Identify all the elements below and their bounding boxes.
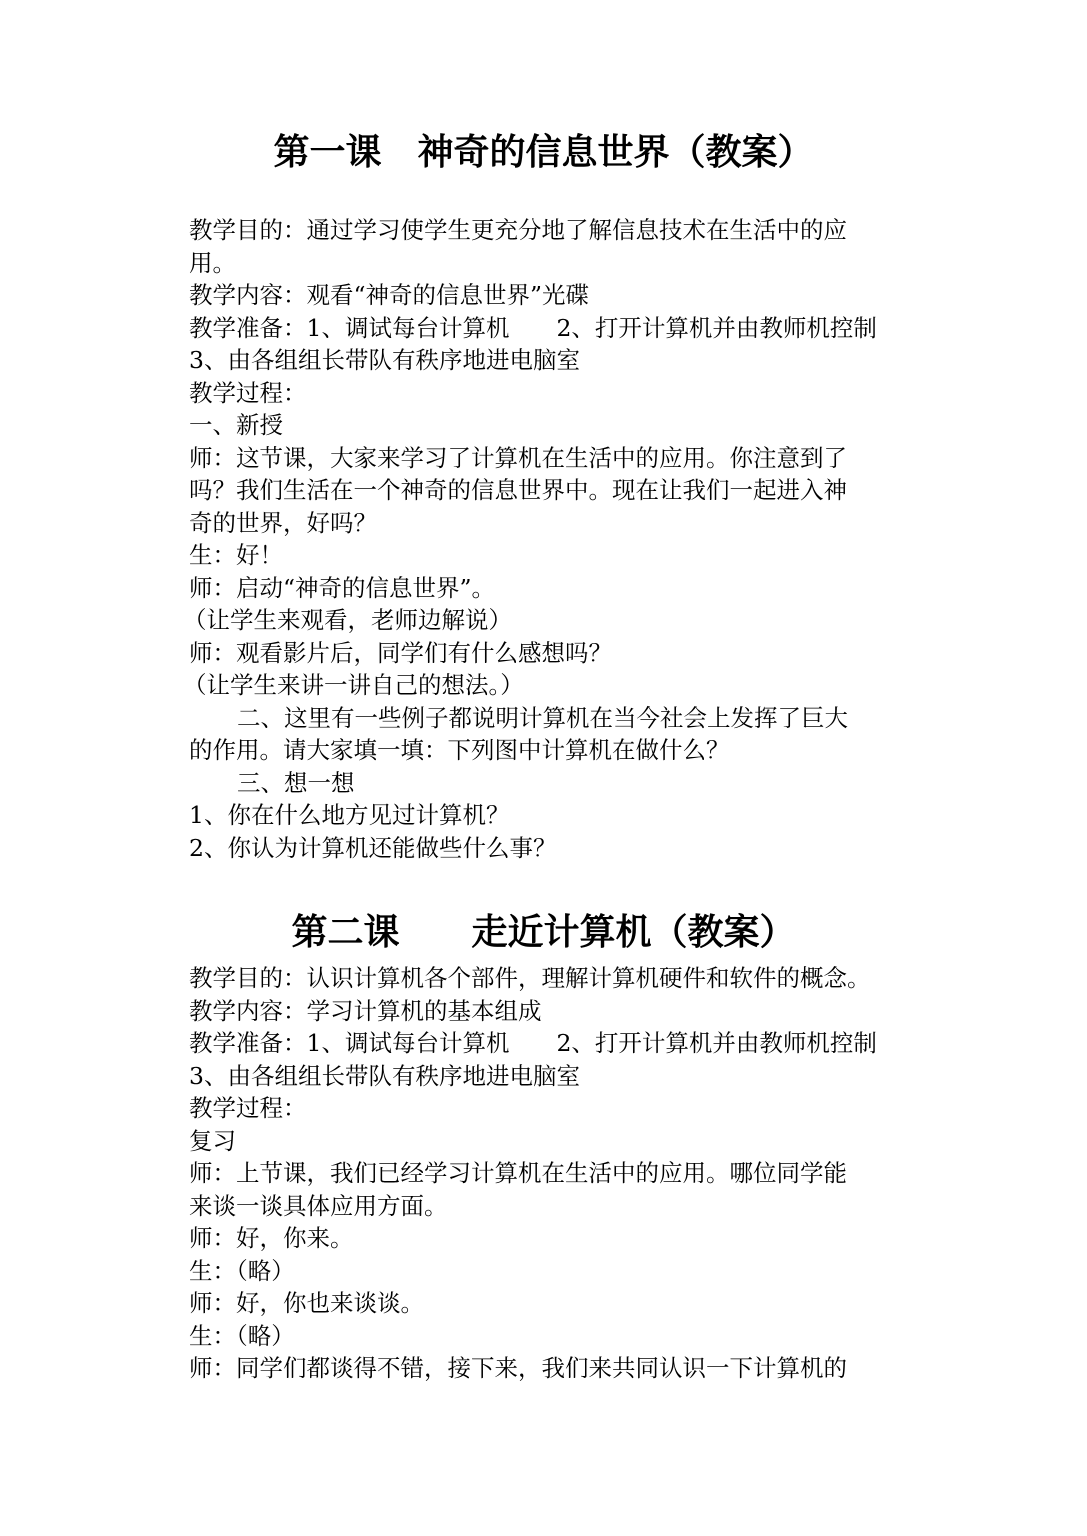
lesson-2-line: 3、由各组组长带队有秩序地进电脑室 xyxy=(189,1061,580,1090)
lesson-1-line: （让学生来讲一讲自己的想法。） xyxy=(183,671,524,699)
lesson-1-line: 教学目的：通过学习使学生更充分地了解信息技术在生活中的应 xyxy=(189,216,847,244)
lesson-2-body xyxy=(189,962,901,1385)
lesson-1-body xyxy=(183,214,901,864)
lesson-2-line: 师：好，你来。 xyxy=(189,1224,354,1252)
lesson-1-line: 教学准备：1、调试每台计算机 2、打开计算机并由教师机控制 xyxy=(189,313,877,342)
lesson-1-title: 第一课 神奇的信息世界（教案） xyxy=(273,131,814,173)
lesson-1-line: 吗？我们生活在一个神奇的信息世界中。现在让我们一起进入神 xyxy=(189,476,847,504)
lesson-1-line: （让学生来观看，老师边解说） xyxy=(183,606,512,634)
lesson-1-line: 奇的世界，好吗？ xyxy=(189,508,377,537)
lesson-2-line: 生：（略） xyxy=(189,1256,295,1285)
lesson-1-line: 2、你认为计算机还能做些什么事？ xyxy=(189,833,557,862)
lesson-1-line: 的作用。请大家填一填：下列图中计算机在做什么？ xyxy=(189,736,730,764)
lesson-1-line: 师：启动“神奇的信息世界”。 xyxy=(189,573,496,602)
lesson-2-line: 师：好，你也来谈谈。 xyxy=(189,1289,424,1317)
lesson-1-line: 3、由各组组长带队有秩序地进电脑室 xyxy=(189,346,580,374)
lesson-1-line: 1、你在什么地方见过计算机？ xyxy=(189,801,510,829)
lesson-2-line: 生：（略） xyxy=(189,1321,295,1350)
lesson-1-line: 用。 xyxy=(189,248,236,277)
lesson-1-line: 二、这里有一些例子都说明计算机在当今社会上发挥了巨大 xyxy=(237,703,848,732)
lesson-2-title: 第二课 走近计算机（教案） xyxy=(291,911,796,953)
lesson-2-line: 教学过程： xyxy=(189,1094,307,1122)
lesson-2-line: 教学内容：学习计算机的基本组成 xyxy=(189,996,542,1025)
lesson-1-line: 教学过程： xyxy=(189,378,307,407)
lesson-1-line: 一、新授 xyxy=(189,411,283,439)
lesson-1-line: 三、想一想 xyxy=(237,768,355,797)
lesson-2-line: 来谈一谈具体应用方面。 xyxy=(189,1191,448,1220)
lesson-1-line: 教学内容：观看“神奇的信息世界”光碟 xyxy=(189,281,590,309)
lesson-2-line: 教学准备：1、调试每台计算机 2、打开计算机并由教师机控制 xyxy=(189,1029,877,1057)
lesson-1-line: 生：好！ xyxy=(189,541,283,569)
lesson-2-line: 复习 xyxy=(189,1126,236,1155)
lesson-2-line: 教学目的：认识计算机各个部件，理解计算机硬件和软件的概念。 xyxy=(189,964,871,992)
lesson-1-line: 师：观看影片后，同学们有什么感想吗？ xyxy=(189,638,612,667)
lesson-2-line: 师：同学们都谈得不错，接下来，我们来共同认识一下计算机的 xyxy=(189,1354,847,1382)
lesson-2-line: 师：上节课，我们已经学习计算机在生活中的应用。哪位同学能 xyxy=(189,1159,847,1187)
lesson-1-line: 师：这节课，大家来学习了计算机在生活中的应用。你注意到了 xyxy=(189,443,847,472)
